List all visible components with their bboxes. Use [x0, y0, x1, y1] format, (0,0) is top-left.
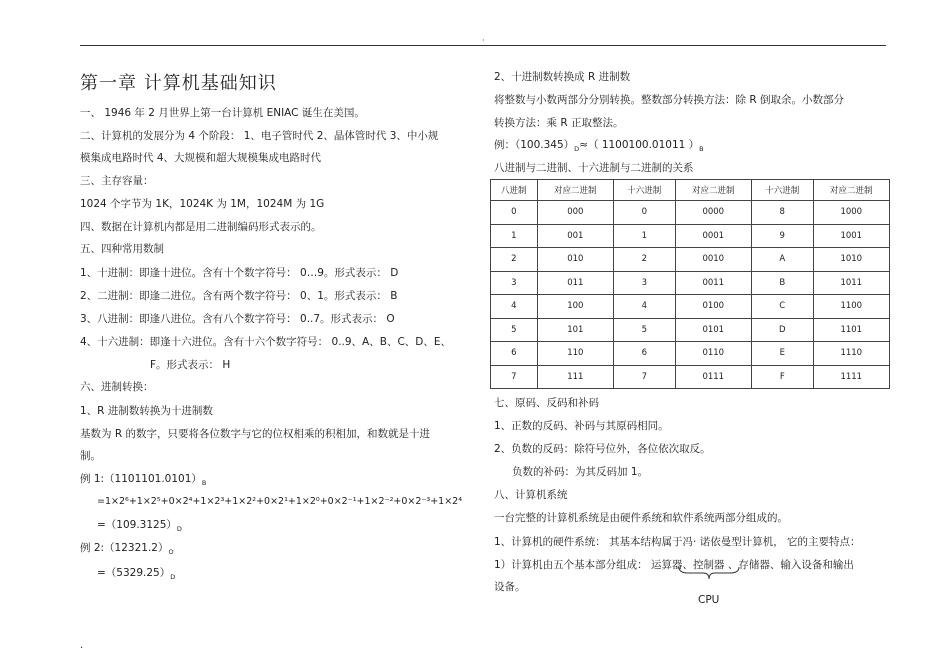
table-cell: 5: [491, 318, 538, 342]
table-cell: 1110: [813, 342, 889, 366]
table-cell: 6: [614, 342, 676, 366]
table-cell: 011: [537, 271, 613, 295]
table-cell: 7: [491, 365, 538, 389]
text-line: 三、主存容量：: [80, 175, 154, 187]
table-row: [491, 224, 890, 248]
table-cell: 1101: [813, 318, 889, 342]
text-line: 1）计算机由五个基本部分组成： 运算器、控制器 、存储器、输入设备和输出: [494, 559, 854, 571]
example-1-text: 例 1:（1101101.0101）: [80, 473, 202, 485]
subscript: B: [699, 145, 704, 154]
text-line: 4、十六进制：即逢十六进位。含有十六个数字符号： 0..9、A、B、C、D、E、: [80, 336, 451, 348]
text-line: F。形式表示： H: [150, 359, 231, 371]
example-2-result-text: =（5329.25）: [97, 567, 171, 579]
table-cell: D: [752, 318, 814, 342]
table-cell: 1111: [813, 365, 889, 389]
text-line: 八、计算机系统: [494, 489, 568, 501]
header-mark: ·: [482, 36, 485, 45]
table-cell: A: [752, 248, 814, 272]
table-cell: 6: [491, 342, 538, 366]
table-cell: 0111: [675, 365, 751, 389]
text-line: 模集成电路时代 4、大规模和超大规模集成电路时代: [80, 152, 322, 164]
text-line: 制。: [80, 450, 101, 462]
table-cell: 0001: [675, 224, 751, 248]
table-cell: 2: [491, 248, 538, 272]
table-cell: 9: [752, 224, 814, 248]
text-line: 基数为 R 的数字，只要将各位数字与它的位权相乘的积相加，和数就是十进: [80, 428, 430, 440]
chapter-title: 第一章 计算机基础知识: [80, 73, 277, 94]
text-line: 1024 个字节为 1K，1024K 为 1M，1024M 为 1G: [80, 198, 325, 210]
table-cell: 1001: [813, 224, 889, 248]
table-cell: 0000: [675, 201, 751, 225]
table-cell: 010: [537, 248, 613, 272]
text-line: 2、负数的反码：除符号位外，各位依次取反。: [494, 443, 711, 455]
text-line: 将整数与小数两部分分别转换。整数部分转换方法：除 R 倒取余。小数部分: [494, 94, 844, 106]
table-row: [491, 271, 890, 295]
table-cell: 3: [491, 271, 538, 295]
table-cell: 0100: [675, 295, 751, 319]
text-line: 3、八进制：即逢八进位。含有八个数字符号： 0..7。形式表示： O: [80, 313, 395, 325]
table-cell: E: [752, 342, 814, 366]
table-cell: 1: [614, 224, 676, 248]
table-cell: C: [752, 295, 814, 319]
text-line: 设备。: [494, 581, 526, 593]
table-row: [491, 201, 890, 225]
table-cell: 1011: [813, 271, 889, 295]
table-cell: F: [752, 365, 814, 389]
table-cell: 1000: [813, 201, 889, 225]
table-cell: 7: [614, 365, 676, 389]
table-cell: 4: [491, 295, 538, 319]
column-header: 十六进制: [614, 180, 676, 201]
text-line: 一、 1946 年 2 月世界上第一台计算机 ENIAC 诞生在美国。: [80, 107, 365, 119]
example-1-result: [97, 518, 182, 532]
example-1-expansion: =1×2⁶+1×2⁵+0×2⁴+1×2³+1×2²+0×2¹+1×2⁰+0×2⁻¹+1×2⁻²+0×2⁻³+1×2⁴: [97, 496, 463, 507]
text-line: 四、数据在计算机内都是用二进制编码形式表示的。: [80, 221, 322, 233]
text-line: 1、正数的反码、补码与其原码相同。: [494, 420, 669, 432]
table-cell: 0110: [675, 342, 751, 366]
table-cell: 0: [491, 201, 538, 225]
example-line: [494, 138, 704, 152]
footer-mark: .: [80, 640, 84, 651]
text-line: 1、R 进制数转换为十进制数: [80, 405, 213, 417]
table-row: [491, 365, 890, 389]
table-header-row: [491, 180, 890, 201]
header-rule: [80, 45, 886, 46]
text-line: 1、十进制：即逢十进位。含有十个数字符号： 0…9。形式表示： D: [80, 267, 399, 279]
table-cell: 8: [752, 201, 814, 225]
text-line: 负数的补码：为其反码加 1。: [512, 466, 649, 478]
table-cell: 110: [537, 342, 613, 366]
text-line: 2、十进制数转换成 R 进制数: [494, 71, 631, 83]
column-header: 对应二进制: [537, 180, 613, 201]
column-header: 八进制: [491, 180, 538, 201]
table-cell: B: [752, 271, 814, 295]
table-caption: 八进制与二进制、十六进制与二进制的关系: [494, 162, 694, 174]
example-2-text: 例 2:（12321.2）: [80, 542, 169, 554]
column-header: 对应二进制: [675, 180, 751, 201]
example-1: [80, 472, 206, 486]
table-cell: 1100: [813, 295, 889, 319]
table-cell: 5: [614, 318, 676, 342]
table-cell: 3: [614, 271, 676, 295]
text-line: 转换方法：乘 R 正取整法。: [494, 117, 624, 129]
cpu-brace: [678, 566, 740, 582]
text-line: 六、进制转换：: [80, 381, 154, 393]
table-row: [491, 342, 890, 366]
table-cell: 0: [614, 201, 676, 225]
table-cell: 0010: [675, 248, 751, 272]
cpu-label: CPU: [698, 594, 720, 606]
table-cell: 2: [614, 248, 676, 272]
table-cell: 000: [537, 201, 613, 225]
table-cell: 111: [537, 365, 613, 389]
table-cell: 0101: [675, 318, 751, 342]
example-result: ≈（ 1100100.01011 ）: [579, 139, 700, 151]
subscript: O: [168, 548, 174, 557]
text-line: 一台完整的计算机系统是由硬件系统和软件系统两部分组成的。: [494, 512, 788, 524]
table-cell: 001: [537, 224, 613, 248]
table-cell: 4: [614, 295, 676, 319]
text-line: 五、四种常用数制: [80, 243, 164, 255]
column-header: 十六进制: [752, 180, 814, 201]
example-2-result: [97, 566, 175, 580]
text-line: 七、原码、反码和补码: [494, 397, 599, 409]
table-row: [491, 248, 890, 272]
table-cell: 1: [491, 224, 538, 248]
text-line: 1、计算机的硬件系统： 其基本结构属于冯· 诺依曼型计算机， 它的主要特点：: [494, 536, 861, 548]
text-line: 二、计算机的发展分为 4 个阶段： 1、电子管时代 2、晶体管时代 3、中小规: [80, 130, 439, 142]
table-cell: 0011: [675, 271, 751, 295]
table-row: [491, 295, 890, 319]
table-row: [491, 318, 890, 342]
column-header: 对应二进制: [813, 180, 889, 201]
example-2: [80, 541, 174, 555]
text-line: 2、二进制：即逢二进位。含有两个数字符号： 0、1。形式表示： B: [80, 290, 398, 302]
table-cell: 1010: [813, 248, 889, 272]
subscript: D: [170, 573, 176, 582]
subscript: D: [176, 525, 182, 534]
example-text: 例：（100.345）: [494, 139, 575, 151]
subscript: B: [201, 479, 207, 488]
table-cell: 101: [537, 318, 613, 342]
table-cell: 100: [537, 295, 613, 319]
example-1-result-text: =（109.3125）: [97, 519, 177, 531]
conversion-table: [490, 179, 890, 389]
subscript: D: [574, 145, 580, 154]
